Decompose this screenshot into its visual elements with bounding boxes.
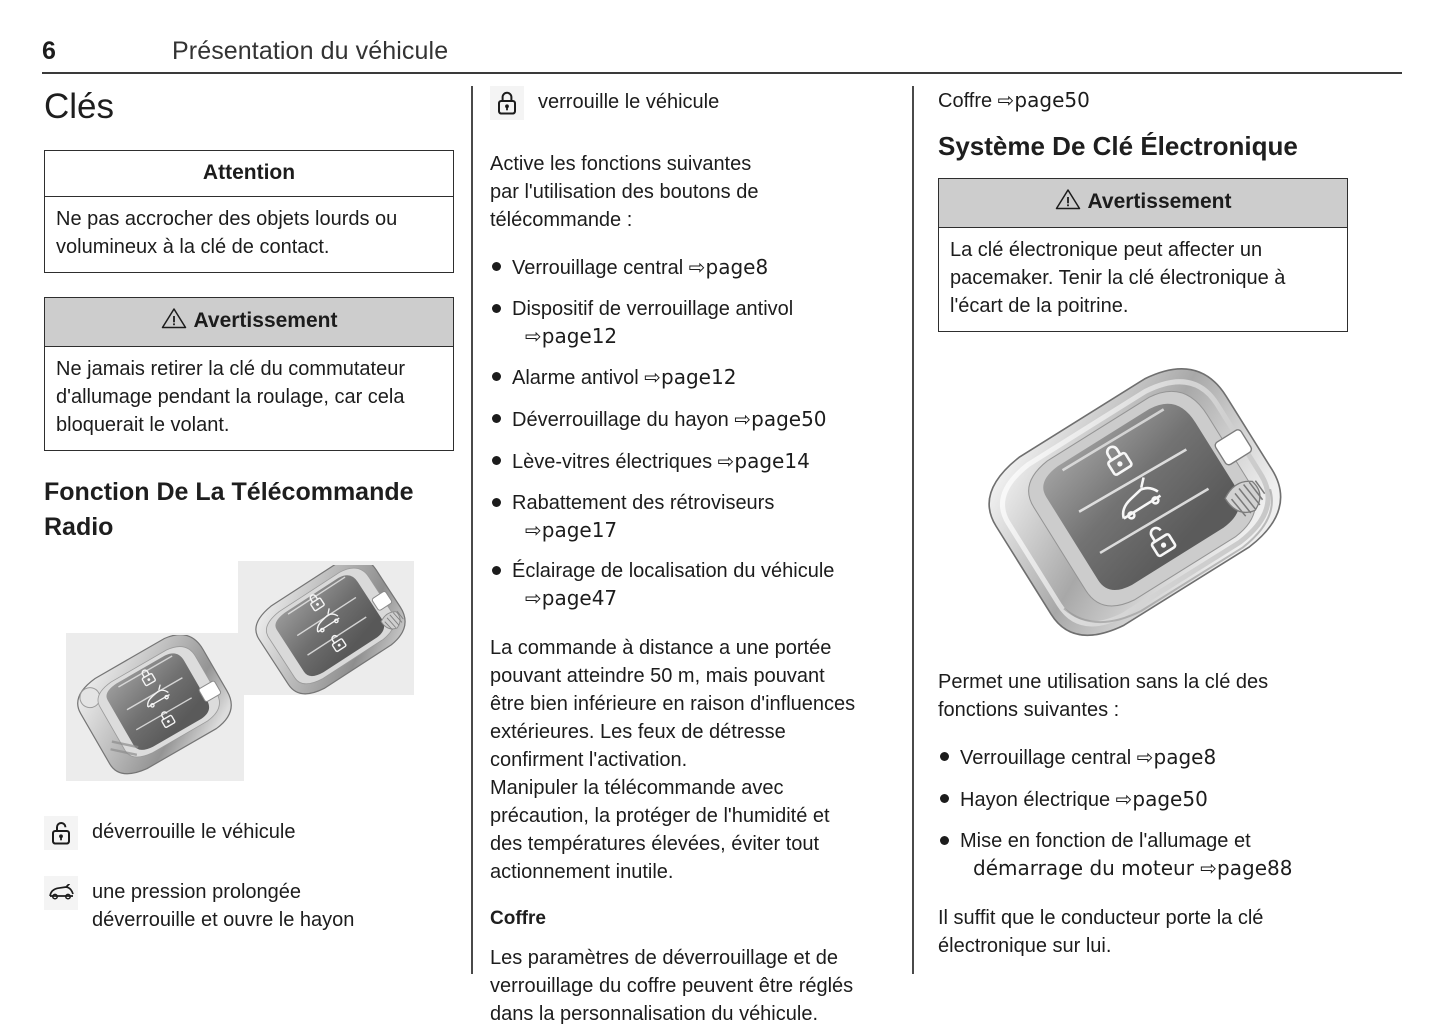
section-title-cles: Clés: [44, 87, 115, 126]
column-2: [490, 86, 900, 1025]
warning-triangle-icon: [161, 307, 187, 336]
function-label: Verrouillage central: [512, 257, 684, 279]
bullet-dot: [492, 304, 501, 313]
range-line-6: Manipuler la télécommande avec: [490, 777, 784, 799]
column-divider-2: [912, 86, 914, 974]
coffre-line-1: Les paramètres de déverrouillage et de: [490, 947, 838, 969]
legend-lock-line-1: verrouille le véhicule: [538, 91, 720, 113]
warning-box-2-heading-text: Avertissement: [1087, 190, 1232, 213]
page-number: 6: [42, 37, 56, 65]
warning-box-2-heading: [939, 179, 1347, 228]
caution-box: [44, 150, 454, 273]
bullet-dot: [492, 498, 501, 507]
minor-title-coffre: Coffre: [490, 908, 546, 929]
page-columns: [0, 86, 1445, 1025]
warning-box-1: [44, 297, 454, 451]
page-reference[interactable]: ⇨page47: [525, 586, 618, 610]
legend-text-unlock: [92, 816, 295, 846]
subsection-title-line-2: Télécommande Radio: [44, 478, 414, 541]
legend-text-lock: [538, 86, 719, 116]
page-title: Présentation du véhicule: [172, 37, 449, 65]
remote-intro-line-2: par l'utilisation des boutons de: [490, 181, 759, 203]
list-item: [490, 254, 900, 282]
function-label: Verrouillage central: [960, 747, 1132, 769]
legend-text-tailgate: [92, 876, 354, 934]
ek-closing-line-2: électronique sur lui.: [938, 935, 1112, 957]
warning-2-line-2: pacemaker.: [950, 267, 1054, 289]
bullet-dot: [492, 566, 501, 575]
column-3: [938, 86, 1348, 998]
page-reference[interactable]: ⇨page8: [1136, 745, 1217, 769]
bullet-dot: [492, 372, 501, 381]
warning-2-line-4: poitrine.: [1057, 295, 1129, 317]
section-title-cle-electronique: Système De Clé Électronique: [938, 131, 1298, 161]
range-line-2: pouvant atteindre 50 m, mais pouvant: [490, 665, 825, 687]
remote-functions-list: [490, 254, 900, 612]
electronic-key-closing-paragraph: [938, 904, 1348, 960]
page-header: [42, 34, 1402, 74]
page-reference[interactable]: ⇨page17: [525, 518, 618, 542]
flip-key-fob-illustration: [70, 635, 242, 781]
range-line-3: être bien inférieure en raison d'influences: [490, 693, 856, 715]
function-label: Dispositif de verrouillage antivol: [512, 298, 794, 320]
bullet-dot: [492, 414, 501, 423]
list-item: [938, 744, 1348, 772]
warning-box-1-body: [45, 347, 453, 450]
list-item: [490, 448, 900, 476]
range-line-9: actionnement inutile.: [490, 861, 674, 883]
range-line-5: confirment l'activation.: [490, 749, 688, 771]
function-label: Mise en fonction de l'allumage et: [960, 830, 1251, 852]
smart-key-fob-illustration: [242, 565, 418, 697]
page-reference[interactable]: ⇨page12: [525, 324, 618, 348]
range-line-8: des températures élevées, éviter tout: [490, 833, 820, 855]
function-label: Déverrouillage du hayon: [512, 409, 729, 431]
padlock-open-icon: [44, 816, 78, 850]
page-reference[interactable]: ⇨page14: [717, 449, 810, 473]
list-item: [938, 786, 1348, 814]
ek-intro-line-2: fonctions suivantes :: [938, 699, 1120, 721]
legend-tailgate-line-2: déverrouille et ouvre le hayon: [92, 909, 355, 931]
remote-intro-paragraph: [490, 150, 900, 234]
function-label: Alarme antivol: [512, 367, 639, 389]
warning-1-line-2: d'allumage pendant la roulage, car cela: [56, 386, 405, 408]
warning-box-2: [938, 178, 1348, 332]
list-item: [938, 828, 1348, 882]
ek-intro-line-1: Permet une utilisation sans la clé des: [938, 671, 1269, 693]
legend-row-tailgate: [44, 876, 454, 934]
ek-closing-line-1: Il suffit que le conducteur porte la clé: [938, 907, 1264, 929]
electronic-key-figure: [956, 356, 1316, 646]
car-open-tailgate-icon: [44, 876, 78, 910]
remote-range-paragraph: [490, 634, 900, 886]
range-line-4: extérieures. Les feux de détresse: [490, 721, 786, 743]
column-divider-1: [471, 86, 473, 974]
range-line-1: La commande à distance a une portée: [490, 637, 832, 659]
function-label: Hayon électrique: [960, 789, 1111, 811]
coffre-paragraph: [490, 944, 900, 1028]
function-label: Éclairage de localisation du véhicule: [512, 560, 835, 582]
range-line-7: précaution, la protéger de l'humidité et: [490, 805, 830, 827]
caution-line-1: Ne pas accrocher des objets lourds ou: [56, 208, 398, 230]
coffre-reference-label: Coffre: [938, 90, 993, 112]
bullet-dot: [940, 794, 949, 803]
remote-control-keys-figure: [66, 561, 416, 786]
page-reference[interactable]: ⇨page50: [734, 407, 827, 431]
caution-line-2: volumineux à la clé de contact.: [56, 236, 330, 258]
page-reference[interactable]: démarrage du moteur ⇨page88: [973, 856, 1293, 880]
warning-box-1-heading-text: Avertissement: [193, 309, 338, 332]
warning-2-line-1: La clé électronique peut affecter un: [950, 239, 1263, 261]
warning-triangle-icon: [1055, 188, 1081, 217]
list-item: [490, 406, 900, 434]
electronic-key-illustration: [956, 356, 1316, 646]
list-item: [490, 490, 900, 544]
coffre-line-2: verrouillage du coffre peuvent être réglés: [490, 975, 854, 997]
list-item: [490, 296, 900, 350]
remote-intro-line-3: télécommande :: [490, 209, 633, 231]
page-reference[interactable]: ⇨page50: [1115, 787, 1208, 811]
column-1: [44, 86, 454, 998]
warning-box-1-heading: [45, 298, 453, 347]
bullet-dot: [492, 262, 501, 271]
electronic-key-intro-paragraph: [938, 668, 1348, 724]
function-label: Rabattement des rétroviseurs: [512, 492, 775, 514]
legend-row-unlock: [44, 816, 454, 850]
warning-2-line-3: Tenir la clé électronique à l'écart de la: [950, 267, 1286, 317]
page-reference[interactable]: ⇨page8: [688, 255, 769, 279]
page-reference[interactable]: ⇨page12: [644, 365, 737, 389]
bullet-dot: [940, 836, 949, 845]
legend-row-lock: [490, 86, 900, 120]
bullet-dot: [940, 752, 949, 761]
coffre-line-3: dans la personnalisation du véhicule.: [490, 1003, 818, 1025]
bullet-dot: [492, 456, 501, 465]
page-reference[interactable]: ⇨page50: [997, 88, 1090, 112]
subsection-title-telecommande: [44, 475, 454, 545]
remote-intro-line-1: Active les fonctions suivantes: [490, 153, 752, 175]
coffre-reference-line: [938, 86, 1348, 115]
list-item: [490, 364, 900, 392]
subsection-title-line-1: Fonction De La: [44, 478, 225, 506]
warning-box-2-body: [939, 228, 1347, 331]
legend-unlock-line-1: déverrouille le véhicule: [92, 821, 296, 843]
electronic-key-functions-list: [938, 744, 1348, 882]
padlock-closed-icon: [490, 86, 524, 120]
list-item: [490, 558, 900, 612]
legend-tailgate-line-1: une pression prolongée: [92, 881, 302, 903]
caution-box-heading: Attention: [45, 151, 453, 197]
warning-1-line-3: bloquerait le volant.: [56, 414, 230, 436]
caution-box-body: [45, 197, 453, 272]
function-label: Lève-vitres électriques: [512, 451, 713, 473]
warning-1-line-1: Ne jamais retirer la clé du commutateur: [56, 358, 406, 380]
